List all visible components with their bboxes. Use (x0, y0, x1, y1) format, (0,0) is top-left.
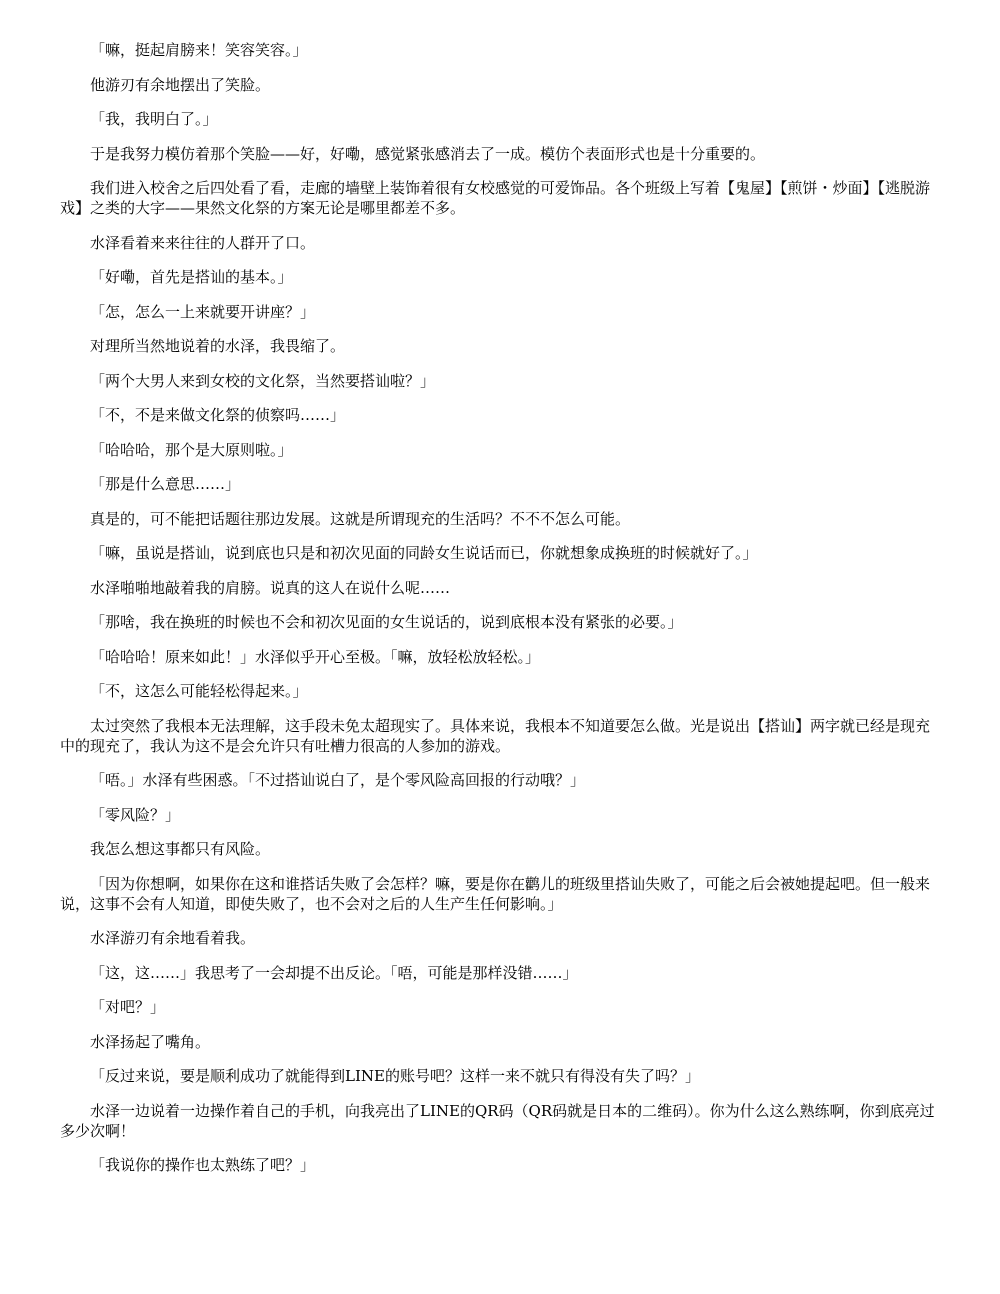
document-page (60, 40, 940, 1190)
paragraph: 「这，这……」我思考了一会却提不出反论。「唔，可能是那样没错……」 (90, 963, 578, 982)
paragraph: 「不，这怎么可能轻松得起来。」 (90, 682, 308, 700)
paragraph: 「不，不是来做文化祭的侦察吗……」 (90, 406, 346, 424)
paragraph: 「嘛，挺起肩膀来！笑容笑容。」 (90, 41, 308, 59)
paragraph: 于是我努力模仿着那个笑脸——好，好嘞，感觉紧张感消去了一成。模仿个表面形式也是十分重要的。 (90, 144, 766, 163)
paragraph: 「哈哈哈！原来如此！」水泽似乎开心至极。「嘛，放轻松放轻松。」 (90, 647, 541, 666)
paragraph: 水泽游刃有余地看着我。 (90, 929, 256, 947)
paragraph: 「两个大男人来到女校的文化祭，当然要搭讪啦？」 (90, 371, 436, 390)
paragraph: 「那是什么意思……」 (90, 475, 241, 493)
paragraph: 水泽一边说着一边操作着自己的手机，向我亮出了LINE的QR码（QR码就是日本的二维码）。你为什么这么熟练啊，你到底亮过多少次啊！ (60, 1101, 935, 1140)
paragraph: 太过突然了我根本无法理解，这手段未免太超现实了。具体来说，我根本不知道要怎么做。光是说出【搭讪】两字就已经是现充中的现充了，我认为这不是会允许只有吐槽力很高的人参加的游戏。 (60, 716, 931, 755)
paragraph: 真是的，可不能把话题往那边发展。这就是所谓现充的生活吗？不不不怎么可能。 (90, 509, 631, 528)
paragraph: 水泽啪啪地敲着我的肩膀。说真的这人在说什么呢…… (90, 578, 451, 597)
paragraph: 水泽看着来来往往的人群开了口。 (90, 233, 316, 252)
paragraph: 「零风险？」 (90, 805, 181, 824)
paragraph: 「对吧？」 (90, 998, 166, 1016)
paragraph: 水泽扬起了嘴角。 (90, 1032, 211, 1051)
paragraph: 我们进入校舍之后四处看了看，走廊的墙壁上装饰着很有女校感觉的可爱饰品。各个班级上写着【鬼屋】【煎饼・炒面】【逃脱游戏】之类的大字——果然文化祭的方案无论是哪里都差不多。 (60, 179, 931, 217)
paragraph: 「因为你想啊，如果你在这和谁搭话失败了会怎样？嘛，要是你在鹳儿的班级里搭讪失败了，可能之后会被她提起吧。但一般来说，这事不会有人知道，即使失败了，也不会对之后的人生产生任何影响。」 (60, 874, 931, 913)
paragraph: 对理所当然地说着的水泽，我畏缩了。 (90, 337, 346, 355)
paragraph: 「唔。」水泽有些困惑。「不过搭讪说白了，是个零风险高回报的行动哦？」 (90, 771, 586, 789)
paragraph: 「反过来说，要是顺利成功了就能得到LINE的账号吧？这样一来不就只有得没有失了吗？」 (90, 1067, 700, 1085)
paragraph: 「我说你的操作也太熟练了吧？」 (90, 1156, 316, 1174)
paragraph: 「嘛，虽说是搭讪，说到底也只是和初次见面的同龄女生说话而已，你就想象成换班的时候就好了。」 (90, 544, 758, 562)
paragraph: 「那啥，我在换班的时候也不会和初次见面的女生说话的，说到底根本没有紧张的必要。」 (90, 613, 683, 631)
paragraph: 他游刃有余地摆出了笑脸。 (90, 75, 271, 94)
paragraph: 我怎么想这事都只有风险。 (90, 840, 271, 858)
paragraph: 「怎，怎么一上来就要开讲座？」 (90, 302, 316, 321)
paragraph: 「哈哈哈，那个是大原则啦。」 (90, 440, 293, 459)
paragraph: 「我，我明白了。」 (90, 110, 218, 128)
paragraph: 「好嘞，首先是搭讪的基本。」 (90, 268, 293, 286)
